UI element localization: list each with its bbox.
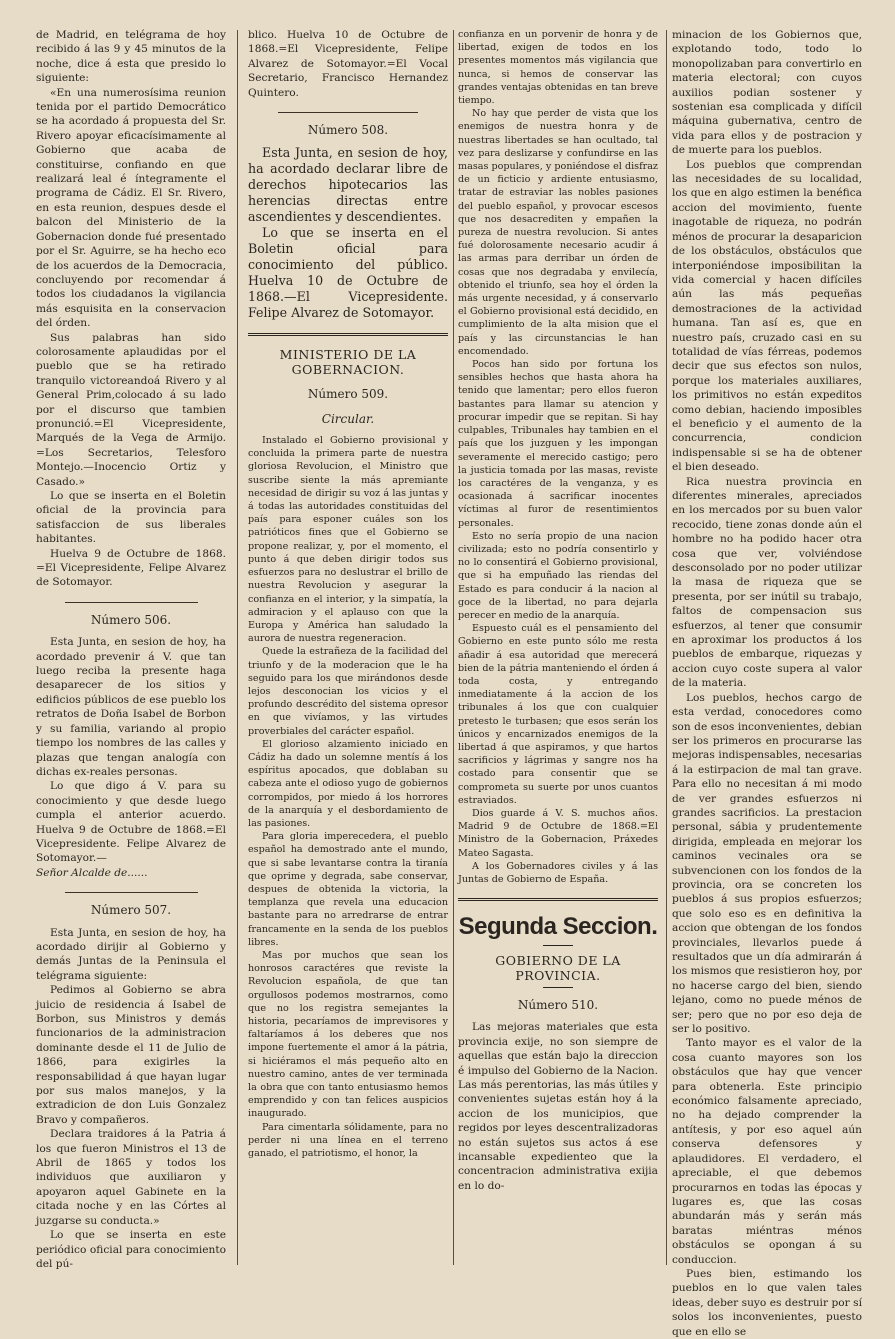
column-divider [453,30,454,1265]
paragraph: Pues bien, estimando los pueblos en lo que valen tales ideas, deber suyo es destruir por sí solos los inconvenientes, puesto que en ello se [672,1267,862,1338]
divider [65,602,198,603]
heading-numero-506: Número 506. [90,612,172,627]
heading-numero-508: Número 508. [307,123,389,138]
paragraph: Para cimentarla sólidamente, para no perder ni una línea en el terreno ganado, el patriotismo, el honor, la [248,1121,448,1160]
paragraph: Esto no sería propio de una nacion civilizada; esto no podría consentirlo y no lo consentirá el Gobierno provisional, que si ha empuñado las riendas del Estado es para conducir á la nacion al goce de la libertad, no para dejarla perecer en medio de la anarquía. [458,530,658,621]
paragraph: Los pueblos, hechos cargo de esta verdad, conocedores como son de esos inconvenientes, debian ser los primeros en procurarse las mejoras indispensables, necesarias á la estirpacion de mal tan grave. Para ello no necesitan á mi modo de ver grandes esfuerzos ni grandes sacrificios. La prestacion personal, sábia y prudentemente dirigida, empleada en mejorar los caminos vecinales ora se subvencionen con los fondos de la provincia, ora se concreten los pueblos á sus propios esfuerzos; que solo eso es en definitiva la accion que obtengan de los fondos provinciales, llevarlos puede á resultados que un día admirarán á los mismos que resistieron hoy, por no hacerse cargo del bien, siendo lejano, como no puede ménos de ser; pero que no por eso deja de ser lo positivo. [672,691,862,1036]
paragraph: El glorioso alzamiento iniciado en Cádiz ha dado un solemne mentís á los espíritus apocados, que doblaban su cabeza ante el odioso yugo de gobiernos corrompidos, por miedo á los horrores de la anarquía y el desbordamiento de las pasiones. [248,738,448,829]
paragraph: minacion de los Gobiernos que, explotando todo, todo lo monopolizaban para convertirlo en materia electoral; con cuyos auxilios podian sostener y sostenian esa complicada y difícil máquina gubernativa, centro de vida para ellos y de postracion y de muerte para los pueblos. [672,29,862,157]
column-2 [248,28,448,1268]
heading-numero-509: Número 509. [307,387,389,402]
column-divider [666,30,667,1265]
paragraph: Esta Junta, en sesion de hoy, ha acordado declarar libre de derechos hipotecarios las herencias directas entre ascendientes y descendientes. [248,145,448,225]
paragraph: Lo que digo á V. para su conocimiento y que desde luego cumpla el anterior acuerdo. Huelva 9 de Octubre de 1868.=El Vicepresidente. Felipe Alvarez de Sotomayor.— [36,780,226,865]
paragraph: Lo que se inserta en este periódico oficial para conocimiento del pú- [36,1229,226,1270]
column-4 [672,28,862,1338]
heading-segunda-seccion: Segunda Seccion. [458,913,658,941]
column-3 [458,28,658,1268]
paragraph: Espuesto cuál es el pensamiento del Gobierno en este punto sólo me resta añadir á esa autoridad que merecerá bien de la pátria manteniendo el órden á toda costa, y entregando inmediatamente á la accion de los tribunales á los que con cualquier pretesto le turbasen; que esos serán los únicos y encarnizados enemigos de la libertad á que aspiramos, y que hartos sacrificios y lágrimas y sangre nos ha costado para consentir que se comprometa su suerte por unos cuantos estraviados. [458,623,658,806]
paragraph: Pocos han sido por fortuna los sensibles hechos que hasta ahora ha tenido que lamentar; pero ellos fueron bastantes para llamar su atencion y procurar impedir que se repitan. Si hay culpables, Tribunales hay tambien en el país que los juzguen y les impongan severamente el merecido castigo; pero la justicia tomada por las masas, reviste los caractéres de la venganza, y es ocasionada á sacrificar inocentes víctimas al furor de resentimientos personales. [458,359,658,529]
heading-numero-510: Número 510. [517,998,599,1013]
paragraph: Rica nuestra provincia en diferentes minerales, apreciados en los mercados por su buen valor recocido, tiene zonas donde aún el hombre no ha podido hacer otra cosa que ver, volviéndose desconsolado por no poder utilizar la masa de riqueza que se presenta, por ser inútil su trabajo, faltos de compensacion sus esfuerzos, al tener que consumir en aproximar los productos á los pueblos de embarque, riquezas y accion cuyo coste supera al valor de la materia. [672,475,862,690]
heading-gobierno-provincia: GOBIERNO DE LA PROVINCIA. [495,953,621,983]
paragraph: A los Gobernadores civiles y á las Juntas de Gobierno de España. [458,860,658,885]
paragraph: confianza en un porvenir de honra y de libertad, exigen de todos en los presentes momentos más vigilancia que nunca, si hemos de conservar las grandes ventajas obtenidas en tan breve tiempo. [458,29,658,107]
paragraph: de Madrid, en telégrama de hoy recibido á las 9 y 45 minutos de la noche, dice á esta que presido lo siguiente: [36,29,226,85]
divider [543,945,573,946]
paragraph: Tanto mayor es el valor de la cosa cuanto mayores son los obstáculos que hay que vencer para obtenerla. Este principio económico falsamente apreciado, no ha dejado comprender la antítesis, y por eso aquel aún conserva defensores y aplaudidores. El verdadero, el apreciable, el que debemos procurarnos en todas las épocas y lugares es, que las cosas abundarán más y serán más baratas miéntras ménos obstáculos se opongan á su conduccion. [672,1037,862,1266]
paragraph: Declara traidores á la Patria á los que fueron Ministros el 13 de Abril de 1865 y todos los individuos que auxiliaron y apoyaron aquel Gabinete en la citada noche y en las Córtes al juzgarse su conducta.» [36,1128,226,1227]
paragraph: No hay que perder de vista que los enemigos de nuestra honra y de nuestras libertades se han ocultado, tal vez para deslizarse y confundirse en las masas populares, y poniéndose el disfraz de un ficticio y ardiente entusiasmo, tratar de estraviar las nobles pasiones del pueblo español, y provocar escesos que nos desacrediten y empañen la pureza de nuestra revolucion. Si antes fué dolorosamente necesario acudir á las armas para derribar un órden de cosas que nos degradaba y envilecía, obtenido el triunfo, sea hoy el órden la más urgente necesidad, y á conservarlo el Gobierno provisional está decidido, en cumplimiento de la alta mision que el país y las circunstancias le han encomendado. [458,108,658,357]
paragraph: «En una numerosísima reunion tenida por el partido Democrático se ha acordado á propuesta del Sr. Rivero apoyar eficacísimamente al Gobierno que acaba de constituirse, confiando en que realizará leal é íntegramente el programa de Cádiz. El Sr. Rivero, en esta reunion, despues desde el balcon del Ministerio de la Gobernacion donde fué presentado por el Sr. Aguirre, se ha hecho eco de los acuerdos de la Democracia, concluyendo por recomendar á todos los ciudadanos la vigilancia más esquisita en la conservacion del órden. [36,86,226,330]
paragraph: Mas por muchos que sean los honrosos caractéres que reviste la Revolucion española, de que tan orgullosos podemos mostrarnos, como que no los registra semejantes la historia, pecaríamos de imprevisores y faltaríamos á los deberes que nos impone fuertemente el amor á la pátria, si hiciéramos el más pequeño alto en nuestro camino, antes de ver terminada la obra que con tanto entusiasmo hemos emprendido y con tan felices auspicios inaugurado. [248,949,448,1120]
column-divider [237,30,238,1265]
column-1 [36,28,226,1268]
heading-ministerio: MINISTERIO DE LA GOBERNACION. [279,347,417,377]
divider [278,112,418,113]
heading-circular: Circular. [321,411,375,426]
paragraph: Los pueblos que comprendan las necesidades de su localidad, los que en algo estimen la benéfica accion del movimiento, fuente inagotable de riqueza, no podrán ménos de procurar la desaparicion de los obstáculos, obstáculos que interponiéndose imposibilitan la vida comercial y hacen difíciles aún las más pequeñas demostraciones de la actividad humana. Tan así es, que en nuestro país, cruzado casi en su totalidad de vías férreas, podemos decir que sus efectos son nulos, porque los materiales auxiliares, los primitivos no están expeditos como debian, haciendo imposibles el beneficio y el aumento de la concurrencia, condicion indispensable si se ha de obtener el bien deseado. [672,158,862,474]
heading-numero-507: Número 507. [90,903,172,918]
divider [458,898,658,901]
divider [543,987,573,988]
paragraph: Lo que se inserta en el Boletin oficial de la provincia para satisfaccion de sus liberales habitantes. [36,490,226,546]
paragraph: Lo que se inserta en el Boletin oficial para conocimiento del público. Huelva 10 de Octubre de 1868.—El Vicepresidente. Felipe Alvarez de Sotomayor. [248,225,448,321]
paragraph: Para gloria imperecedera, el pueblo español ha demostrado ante el mundo, que si sabe levantarse contra la tiranía que oprime y degrada, sabe conservar, despues de obtenida la victoria, la templanza que revela una educacion bastante para no arredrarse de entrar francamente en la senda de los pueblos libres. [248,831,448,948]
divider [65,892,198,893]
paragraph: Esta Junta, en sesion de hoy, ha acordado dirijir al Gobierno y demás Juntas de la Peninsula el telégrama siguiente: [36,926,226,982]
addressee: Señor Alcalde de...... [36,866,148,879]
paragraph: Sus palabras han sido colorosamente aplaudidas por el pueblo que se ha retirado tranquilo victoreandoá Rivero y al General Prim,colocado á su lado por el discurso que tambien pronunció.=El Vicepresidente, Marqués de la Vega de Armijo. =Los Secretarios, Telesforo Montejo.—Inocencio Ortiz y Casado.» [36,331,226,488]
paragraph: Las mejoras materiales que esta provincia exije, no son siempre de aquellas que están bajo la direccion é impulso del Gobierno de la Nacion. Las más perentorias, las más útiles y convenientes sujetas están hoy á la accion de los municipios, que regidos por leyes descentralizadoras no están sujetos sus actos á ese incansable expedienteo que la concentracion administrativa exijia en lo do- [458,1021,658,1192]
divider [248,333,448,336]
paragraph: Huelva 9 de Octubre de 1868. =El Vicepresidente, Felipe Alvarez de Sotomayor. [36,547,226,589]
paragraph: blico. Huelva 10 de Octubre de 1868.=El Vicepresidente, Felipe Alvarez de Sotomayor.=El Vocal Secretario, Francisco Hernandez Quintero. [248,29,448,99]
paragraph: Esta Junta, en sesion de hoy, ha acordado prevenir á V. que tan luego reciba la presente haga desaparecer de los sitios y edificios públicos de ese pueblo los retratos de Doña Isabel de Borbon y su familia, variando al propio tiempo los nombres de las calles y plazas que tengan analogía con dichas ex-reales personas. [36,636,226,778]
paragraph: Pedimos al Gobierno se abra juicio de residencia á Isabel de Borbon, sus Ministros y demás funcionarios de la administracion dominante desde el 11 de Julio de 1866, para exigirles la responsabilidad á que hayan lugar por sus malos manejos, y la extradicion de don Luis Gonzalez Bravo y compañeros. [36,984,226,1126]
paragraph: Quede la estrañeza de la facilidad del triunfo y de la moderacion que le ha seguido para los que mirándonos desde lejos desconocian los vicios y el profundo descrédito del sistema opresor en que vivíamos, y las virtudes proverbiales del carácter español. [248,646,448,737]
paragraph: Dios guarde á V. S. muchos años. Madrid 9 de Octubre de 1868.=El Ministro de la Gobernacion, Práxedes Mateo Sagasta. [458,807,658,859]
paragraph: Instalado el Gobierno provisional y concluida la primera parte de nuestra gloriosa Revolucion, el Ministro que suscribe siente la más apremiante necesidad de dirigir su voz á las juntas y á todas las autoridades constituidas del país para esponer cuáles son los patrióticos fines que el Gobierno se propone realizar, y, por el momento, el punto á que deben dirigir todos sus esfuerzos para no deslustrar el brillo de nuestra Revolucion y asegurar la confianza en el interior, y la simpatía, la admiracion y el aplauso con que la Europa y América han saludado la aurora de nuestra regeneracion. [248,435,448,645]
